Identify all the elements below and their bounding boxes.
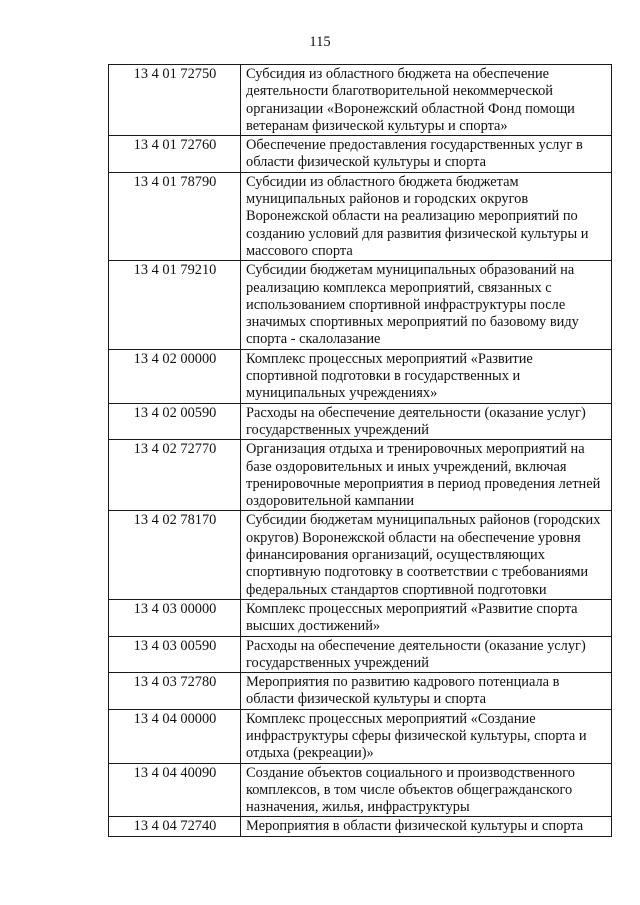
table-row xyxy=(109,599,612,636)
budget-code-cell: 13 4 02 72770 xyxy=(109,440,241,511)
page-number: 115 xyxy=(309,34,331,50)
table-row xyxy=(109,172,612,260)
table-row xyxy=(109,440,612,511)
budget-code-cell: 13 4 04 00000 xyxy=(109,709,241,763)
description-cell: Субсидии из областного бюджета бюджетам муниципальных районов и городских округов Воронежской области на реализацию мероприятий по созданию условий для развития физической культуры и массового спорта xyxy=(241,172,612,260)
description-cell: Субсидия из областного бюджета на обеспечение деятельности благотворительной некоммерческой организации «Воронежский областной Фонд помощи ветеранам физической культуры и спорта» xyxy=(241,65,612,136)
table-row xyxy=(109,709,612,763)
budget-code-cell: 13 4 01 72760 xyxy=(109,136,241,173)
budget-classification-table xyxy=(108,64,612,837)
description-cell: Создание объектов социального и производственного комплексов, в том числе объектов общегражданского назначения, жилья, инфраструктуры xyxy=(241,763,612,817)
table-row xyxy=(109,65,612,136)
description-cell: Комплекс процессных мероприятий «Развитие спорта высших достижений» xyxy=(241,599,612,636)
table-row xyxy=(109,349,612,403)
table-row xyxy=(109,817,612,836)
budget-code-cell: 13 4 04 72740 xyxy=(109,817,241,836)
description-cell: Организация отдыха и тренировочных мероприятий на базе оздоровительных и иных учреждений, включая тренировочные мероприятия в период проведения летней оздоровительной кампании xyxy=(241,440,612,511)
table-row xyxy=(109,136,612,173)
table-row xyxy=(109,403,612,440)
budget-code-cell: 13 4 04 40090 xyxy=(109,763,241,817)
table-row xyxy=(109,673,612,710)
table-row xyxy=(109,261,612,349)
budget-code-cell: 13 4 02 78170 xyxy=(109,511,241,599)
budget-code-cell: 13 4 01 78790 xyxy=(109,172,241,260)
budget-code-cell: 13 4 01 72750 xyxy=(109,65,241,136)
description-cell: Субсидии бюджетам муниципальных районов (городских округов) Воронежской области на обеспечение уровня финансирования организаций, осуществляющих спортивную подготовку в соответствии с требованиями федеральных стандартов спортивной подготовки xyxy=(241,511,612,599)
budget-code-cell: 13 4 03 00590 xyxy=(109,636,241,673)
budget-code-cell: 13 4 02 00590 xyxy=(109,403,241,440)
description-cell: Расходы на обеспечение деятельности (оказание услуг) государственных учреждений xyxy=(241,403,612,440)
description-cell: Субсидии бюджетам муниципальных образований на реализацию комплекса мероприятий, связанных с использованием спортивной инфраструктуры после значимых спортивных мероприятий по базовому виду спорта - скалолазание xyxy=(241,261,612,349)
budget-code-cell: 13 4 03 72780 xyxy=(109,673,241,710)
table-row xyxy=(109,511,612,599)
description-cell: Комплекс процессных мероприятий «Создание инфраструктуры сферы физической культуры, спорта и отдыха (рекреации)» xyxy=(241,709,612,763)
table-row xyxy=(109,636,612,673)
table-row xyxy=(109,763,612,817)
description-cell: Расходы на обеспечение деятельности (оказание услуг) государственных учреждений xyxy=(241,636,612,673)
description-cell: Обеспечение предоставления государственных услуг в области физической культуры и спорта xyxy=(241,136,612,173)
description-cell: Мероприятия в области физической культуры и спорта xyxy=(241,817,612,836)
description-cell: Мероприятия по развитию кадрового потенциала в области физической культуры и спорта xyxy=(241,673,612,710)
description-cell: Комплекс процессных мероприятий «Развитие спортивной подготовки в государственных и муниципальных учреждениях» xyxy=(241,349,612,403)
budget-code-cell: 13 4 03 00000 xyxy=(109,599,241,636)
budget-code-cell: 13 4 02 00000 xyxy=(109,349,241,403)
budget-code-cell: 13 4 01 79210 xyxy=(109,261,241,349)
